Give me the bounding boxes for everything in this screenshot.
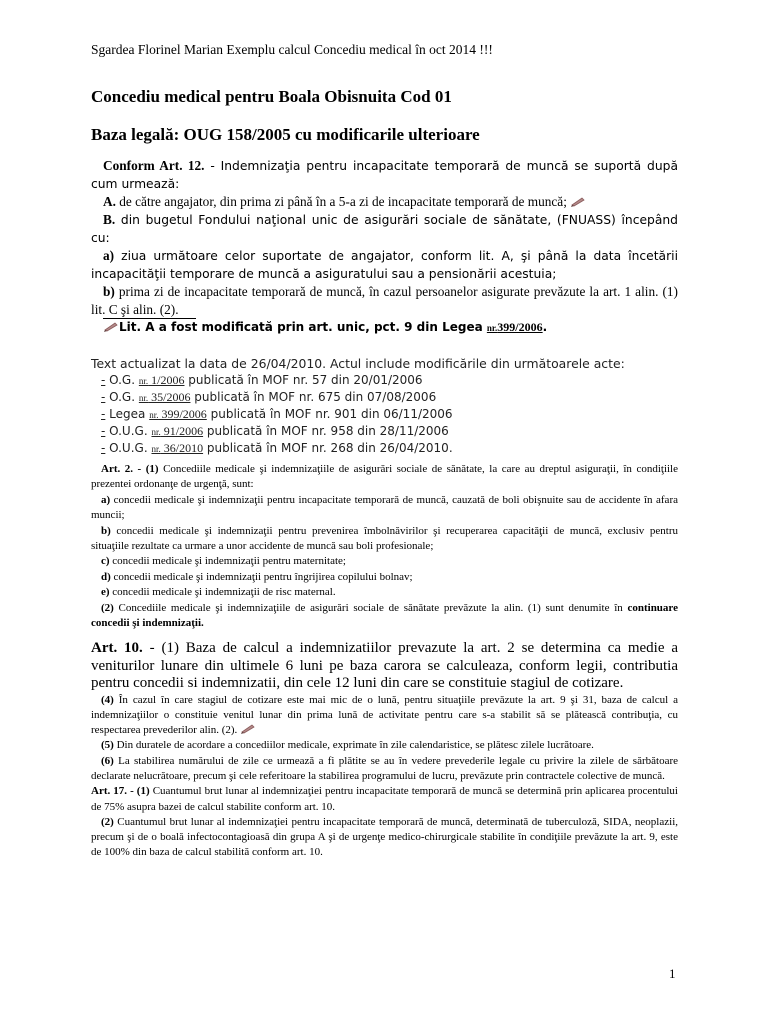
art12-point-b: B. din bugetul Fondului naţional unic de asigurări sociale de sănătate, (FNUASS) începând cu:	[91, 211, 678, 245]
list-item: - O.G. nr. 1/2006 publicată în MOF nr. 57 din 20/01/2006	[101, 373, 423, 387]
law-link[interactable]: nr. 36/2010	[151, 441, 204, 455]
law-link[interactable]: nr. 399/2006	[149, 407, 207, 421]
art12-point-a: A. de către angajator, din prima zi până în a 5-a zi de incapacitate temporară de muncă;	[91, 193, 678, 210]
pencil-icon[interactable]	[570, 196, 586, 207]
update-line: Text actualizat la data de 26/04/2010. Actul include modificările din următoarele acte:	[91, 356, 625, 371]
law-link[interactable]: nr. 91/2006	[151, 424, 204, 438]
document-title: Concediu medical pentru Boala Obisnuita Cod 01	[91, 87, 452, 106]
art10-art17-section	[91, 640, 678, 861]
law-link[interactable]: nr.399/2006	[486, 320, 543, 334]
art2-para-2: (2) Concediile medicale şi indemnizaţiile de asigurări sociale de sănătate prevăzute la alin. (1) sunt denumite în continuare concedii şi indemnizaţii.	[91, 601, 678, 630]
art17-para-1: Art. 17. - (1) Cuantumul brut lunar al indemnizaţiei pentru incapacitate temporară de muncă se determină prin aplicarea procentului de 75% asupra bazei de calcul stabilite conform art. 10.	[91, 785, 678, 813]
art2-point-a: a) concedii medicale şi indemnizaţii pentru incapacitate temporară de muncă, cauzată de boli obişnuite sau de accidente în afara muncii;	[91, 493, 678, 522]
art10-para-1: Art. 10. - (1) Baza de calcul a indemnizatiilor prevazute la art. 2 se determina ca medie a veniturilor lunare din ultimele 6 luni pe baza carora se calculeaza, conform legii, contributia pentru concedii si indemnizatii, din cele 12 luni din care se constituie stagiul de cotizare.	[91, 640, 678, 691]
amendment-note: Lit. A a fost modificată prin art. unic, pct. 9 din Legea nr.399/2006.	[103, 318, 678, 335]
list-item: - Legea nr. 399/2006 publicată în MOF nr. 901 din 06/11/2006	[101, 407, 453, 421]
art10-para-6: (6) La stabilirea numărului de zile ce urmează a fi plătite se au în vedere prevederile legale cu privire la zilele de sărbătoare declarate nelucrătoare, precum şi cele referitoare la stabilirea programului de lucru, prevăzute prin contractele colective de muncă.	[91, 754, 678, 782]
art2-intro: Art. 2. - (1) Concediile medicale şi indemnizaţiile de asigurări sociale de sănătate, la care au dreptul asiguraţii, în condiţiile prezentei ordonanţe de urgenţă, sunt:	[91, 463, 678, 491]
law-link[interactable]: nr. 35/2006	[138, 390, 191, 404]
art12-point-ba: a) ziua următoare celor suportate de angajator, conform lit. A, şi până la data încetării incapacităţii temporare de muncă a asiguratului sau a pensionării acestuia;	[91, 248, 678, 282]
art2-point-c: c) concedii medicale şi indemnizaţii pentru maternitate;	[101, 555, 346, 568]
art10-para-5: (5) Din duratele de acordare a concediilor medicale, exprimate în zile calendaristice, se plătesc zilele lucrătoare.	[101, 739, 594, 752]
art10-para-4: (4) În cazul în care stagiul de cotizare este mai mic de o lună, pentru situaţiile prevăzute la art. 9 şi 31, baza de calcul a indemnizaţiilor o constituie venitul lunar din prima lună de activitate pentru care s-a stabilit să se plătească contribuţia, cu respectarea prevederilor alin. (2).	[91, 693, 678, 737]
art17-para-2: (2) Cuantumul brut lunar al indemnizaţiei pentru incapacitate temporară de muncă, determinată de tuberculoză, SIDA, neoplazii, precum şi de o boală infectocontagioasă din grupa A şi de urgenţe medico-chirurgicale stabilite în condiţiile prevăzute la art. 9, este de 100% din baza de calcul stabilită conform art. 10.	[91, 815, 678, 859]
page-number: 1	[669, 966, 676, 981]
art2-point-d: d) concedii medicale şi indemnizaţii pentru îngrijirea copilului bolnav;	[101, 570, 413, 583]
art12-point-bb: b) prima zi de incapacitate temporară de muncă, în cazul persoanelor asigurate prevăzute la art. 1 alin. (1) lit. C şi alin. (2).	[91, 284, 678, 317]
document-subtitle: Baza legală: OUG 158/2005 cu modificarile ulterioare	[91, 125, 480, 144]
list-item: - O.U.G. nr. 36/2010 publicată în MOF nr. 268 din 26/04/2010.	[101, 441, 453, 455]
list-item: - O.G. nr. 35/2006 publicată în MOF nr. 675 din 07/08/2006	[101, 390, 437, 404]
update-notice	[91, 356, 678, 457]
art2-point-b: b) concedii medicale şi indemnizaţii pentru prevenirea îmbolnăvirilor şi recuperarea capacităţii de muncă, exclusiv pentru situaţiile rezultate ca urmare a unor accidente de muncă sau boli profesionale;	[91, 524, 678, 553]
art2-section	[91, 462, 678, 631]
pencil-icon[interactable]	[103, 321, 119, 332]
law-link[interactable]: nr. 1/2006	[138, 373, 185, 387]
art12-intro: Conform Art. 12. - Indemnizaţia pentru incapacitate temporară de muncă se suportă după cum urmează:	[91, 158, 678, 192]
pencil-icon[interactable]	[240, 723, 256, 734]
art12-section	[91, 157, 678, 318]
footnote-rule	[103, 318, 196, 319]
page-header: Sgardea Florinel Marian Exemplu calcul Concediu medical în oct 2014 !!!	[91, 42, 493, 57]
art2-point-e: e) concedii medicale şi indemnizaţii de risc maternal.	[101, 586, 336, 599]
list-item: - O.U.G. nr. 91/2006 publicată în MOF nr. 958 din 28/11/2006	[101, 424, 449, 438]
art12-label: Conform Art. 12.	[103, 158, 205, 173]
